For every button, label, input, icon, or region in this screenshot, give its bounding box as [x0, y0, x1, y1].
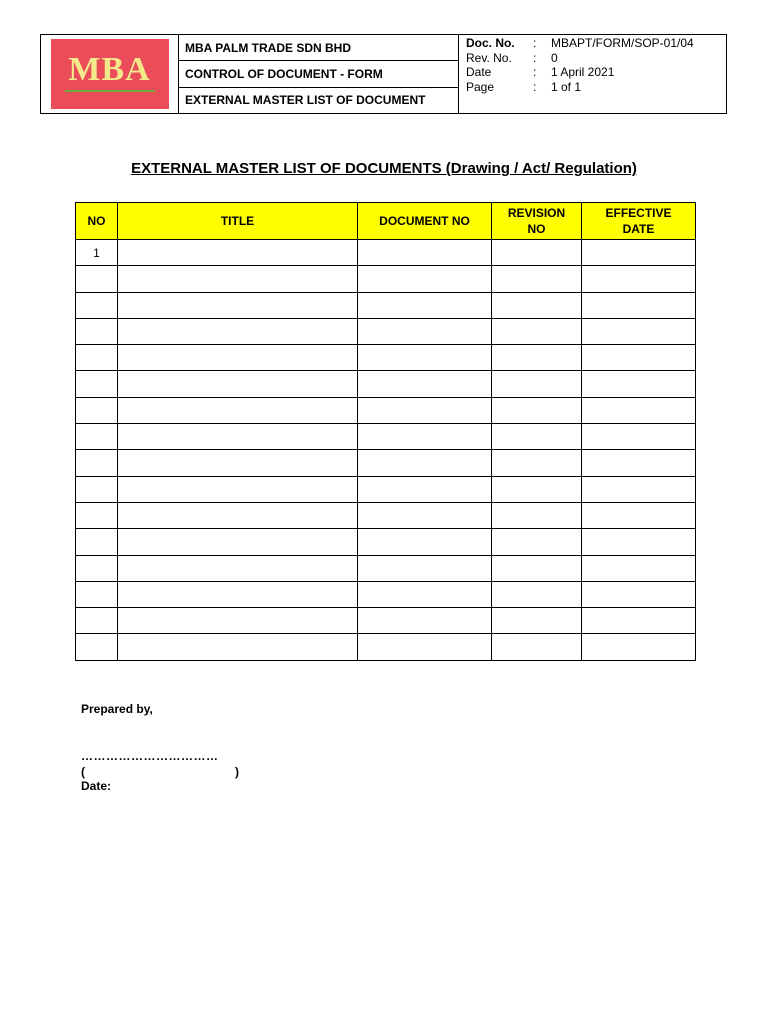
table-cell[interactable] [118, 292, 358, 318]
table-row [76, 240, 696, 266]
name-close-paren: ) [235, 765, 239, 779]
table-cell[interactable] [582, 345, 696, 371]
table-cell[interactable] [358, 502, 492, 528]
table-row [76, 397, 696, 423]
meta-colon: : [533, 65, 537, 80]
table-cell[interactable] [492, 345, 582, 371]
table-cell[interactable] [492, 397, 582, 423]
page-title: EXTERNAL MASTER LIST OF DOCUMENTS (Drawing / Act/ Regulation) [131, 160, 637, 177]
table-cell[interactable] [492, 371, 582, 397]
row-number-cell[interactable] [76, 529, 118, 555]
table-cell[interactable] [582, 266, 696, 292]
table-row [76, 450, 696, 476]
table-row [76, 608, 696, 634]
row-number-cell[interactable] [76, 634, 118, 660]
table-cell[interactable] [492, 581, 582, 607]
table-cell[interactable] [492, 424, 582, 450]
table-cell[interactable] [118, 476, 358, 502]
row-number-cell[interactable] [76, 371, 118, 397]
table-row [76, 424, 696, 450]
row-number-cell[interactable] [76, 502, 118, 528]
table-cell[interactable] [582, 318, 696, 344]
meta-date [466, 65, 726, 80]
table-cell[interactable] [118, 502, 358, 528]
table-cell[interactable] [358, 634, 492, 660]
table-cell[interactable] [582, 292, 696, 318]
table-cell[interactable] [118, 266, 358, 292]
meta-key: Page [466, 79, 495, 94]
meta-key: Rev. No. [466, 50, 512, 65]
table-row [76, 292, 696, 318]
table-cell[interactable] [118, 371, 358, 397]
table-cell[interactable] [358, 397, 492, 423]
company-name: MBA PALM TRADE SDN BHD [179, 35, 458, 61]
date-label: Date: [81, 779, 112, 793]
table-cell[interactable] [358, 476, 492, 502]
table-row [76, 476, 696, 502]
table-cell[interactable] [358, 424, 492, 450]
meta-colon: : [533, 50, 537, 65]
table-cell[interactable] [492, 450, 582, 476]
prepared-by-label: Prepared by, [81, 702, 153, 716]
meta-colon: : [533, 36, 537, 51]
table-cell[interactable] [492, 292, 582, 318]
name-open-paren: ( [81, 765, 85, 779]
row-number-cell[interactable] [76, 555, 118, 581]
table-row [76, 266, 696, 292]
row-number-cell[interactable] [76, 608, 118, 634]
meta-value: 0 [551, 50, 558, 65]
table-cell[interactable] [118, 450, 358, 476]
meta-value: 1 of 1 [551, 79, 582, 94]
table-row [76, 371, 696, 397]
table-cell[interactable] [492, 476, 582, 502]
meta-colon: : [533, 79, 537, 94]
table-cell[interactable] [582, 608, 696, 634]
table-cell[interactable] [582, 555, 696, 581]
column-header-title: TITLE [118, 203, 358, 240]
row-number-cell[interactable] [76, 266, 118, 292]
table-cell[interactable] [118, 555, 358, 581]
table-cell[interactable] [492, 634, 582, 660]
table-cell[interactable] [582, 371, 696, 397]
table-header-row [76, 203, 696, 240]
table-cell[interactable] [358, 555, 492, 581]
row-number-cell[interactable] [76, 476, 118, 502]
table-cell[interactable] [118, 345, 358, 371]
table-cell[interactable] [582, 240, 696, 266]
row-number-cell[interactable]: 1 [76, 240, 118, 266]
table-cell[interactable] [118, 529, 358, 555]
row-number-cell[interactable] [76, 318, 118, 344]
table-cell[interactable] [582, 502, 696, 528]
row-number-cell[interactable] [76, 397, 118, 423]
row-number-cell[interactable] [76, 581, 118, 607]
table-row [76, 529, 696, 555]
row-number-cell[interactable] [76, 292, 118, 318]
meta-doc-no [466, 36, 726, 51]
table-row [76, 555, 696, 581]
signature-line: …………………………… [81, 749, 219, 763]
table-cell[interactable] [118, 608, 358, 634]
document-header [40, 34, 727, 114]
column-header-revision-no: REVISION NO [492, 203, 582, 240]
table-cell[interactable] [582, 476, 696, 502]
table-cell[interactable] [582, 397, 696, 423]
table-cell[interactable] [358, 318, 492, 344]
table-row [76, 502, 696, 528]
logo-underline [65, 90, 155, 92]
form-name: EXTERNAL MASTER LIST OF DOCUMENT [185, 93, 426, 108]
header-title-cell [179, 35, 459, 113]
table-cell[interactable] [582, 529, 696, 555]
table-cell[interactable] [358, 292, 492, 318]
document-meta [459, 35, 726, 113]
table-body [76, 240, 696, 661]
name-field [81, 765, 239, 779]
meta-key: Date [466, 65, 492, 80]
table-cell[interactable] [492, 555, 582, 581]
row-number-cell[interactable] [76, 450, 118, 476]
table-cell[interactable] [492, 240, 582, 266]
table-cell[interactable] [118, 397, 358, 423]
table-row [76, 318, 696, 344]
table-cell[interactable] [492, 266, 582, 292]
meta-key: Doc. No. [466, 36, 515, 51]
logo-text: MBA [68, 51, 151, 88]
table-cell[interactable] [492, 529, 582, 555]
table-cell[interactable] [358, 450, 492, 476]
table-cell[interactable] [358, 266, 492, 292]
table-cell[interactable] [358, 240, 492, 266]
table-cell[interactable] [358, 608, 492, 634]
table-cell[interactable] [358, 581, 492, 607]
table-row [76, 634, 696, 660]
table-row [76, 581, 696, 607]
row-number-cell[interactable] [76, 345, 118, 371]
table-cell[interactable] [492, 502, 582, 528]
table-cell[interactable] [582, 450, 696, 476]
table-cell[interactable] [118, 424, 358, 450]
column-header-effective-date: EFFECTIVE DATE [582, 203, 696, 240]
table-cell[interactable] [582, 581, 696, 607]
column-header-document-no: DOCUMENT NO [358, 203, 492, 240]
table-cell[interactable] [582, 634, 696, 660]
form-type: CONTROL OF DOCUMENT - FORM [179, 61, 458, 87]
table-cell[interactable] [118, 581, 358, 607]
meta-value: MBAPT/FORM/SOP-01/04 [551, 36, 694, 51]
table-cell[interactable] [118, 634, 358, 660]
table-cell[interactable] [358, 371, 492, 397]
table-cell[interactable] [582, 424, 696, 450]
table-cell[interactable] [118, 318, 358, 344]
meta-value: 1 April 2021 [551, 65, 615, 80]
company-logo [51, 39, 169, 109]
table-cell[interactable] [118, 240, 358, 266]
meta-page [466, 80, 726, 95]
table-cell[interactable] [492, 318, 582, 344]
table-row [76, 345, 696, 371]
column-header-no: NO [76, 203, 118, 240]
logo-cell [41, 35, 179, 113]
table-cell[interactable] [358, 345, 492, 371]
table-cell[interactable] [358, 529, 492, 555]
row-number-cell[interactable] [76, 424, 118, 450]
table-cell[interactable] [492, 608, 582, 634]
meta-rev-no [466, 51, 726, 66]
document-list-table [75, 202, 696, 661]
